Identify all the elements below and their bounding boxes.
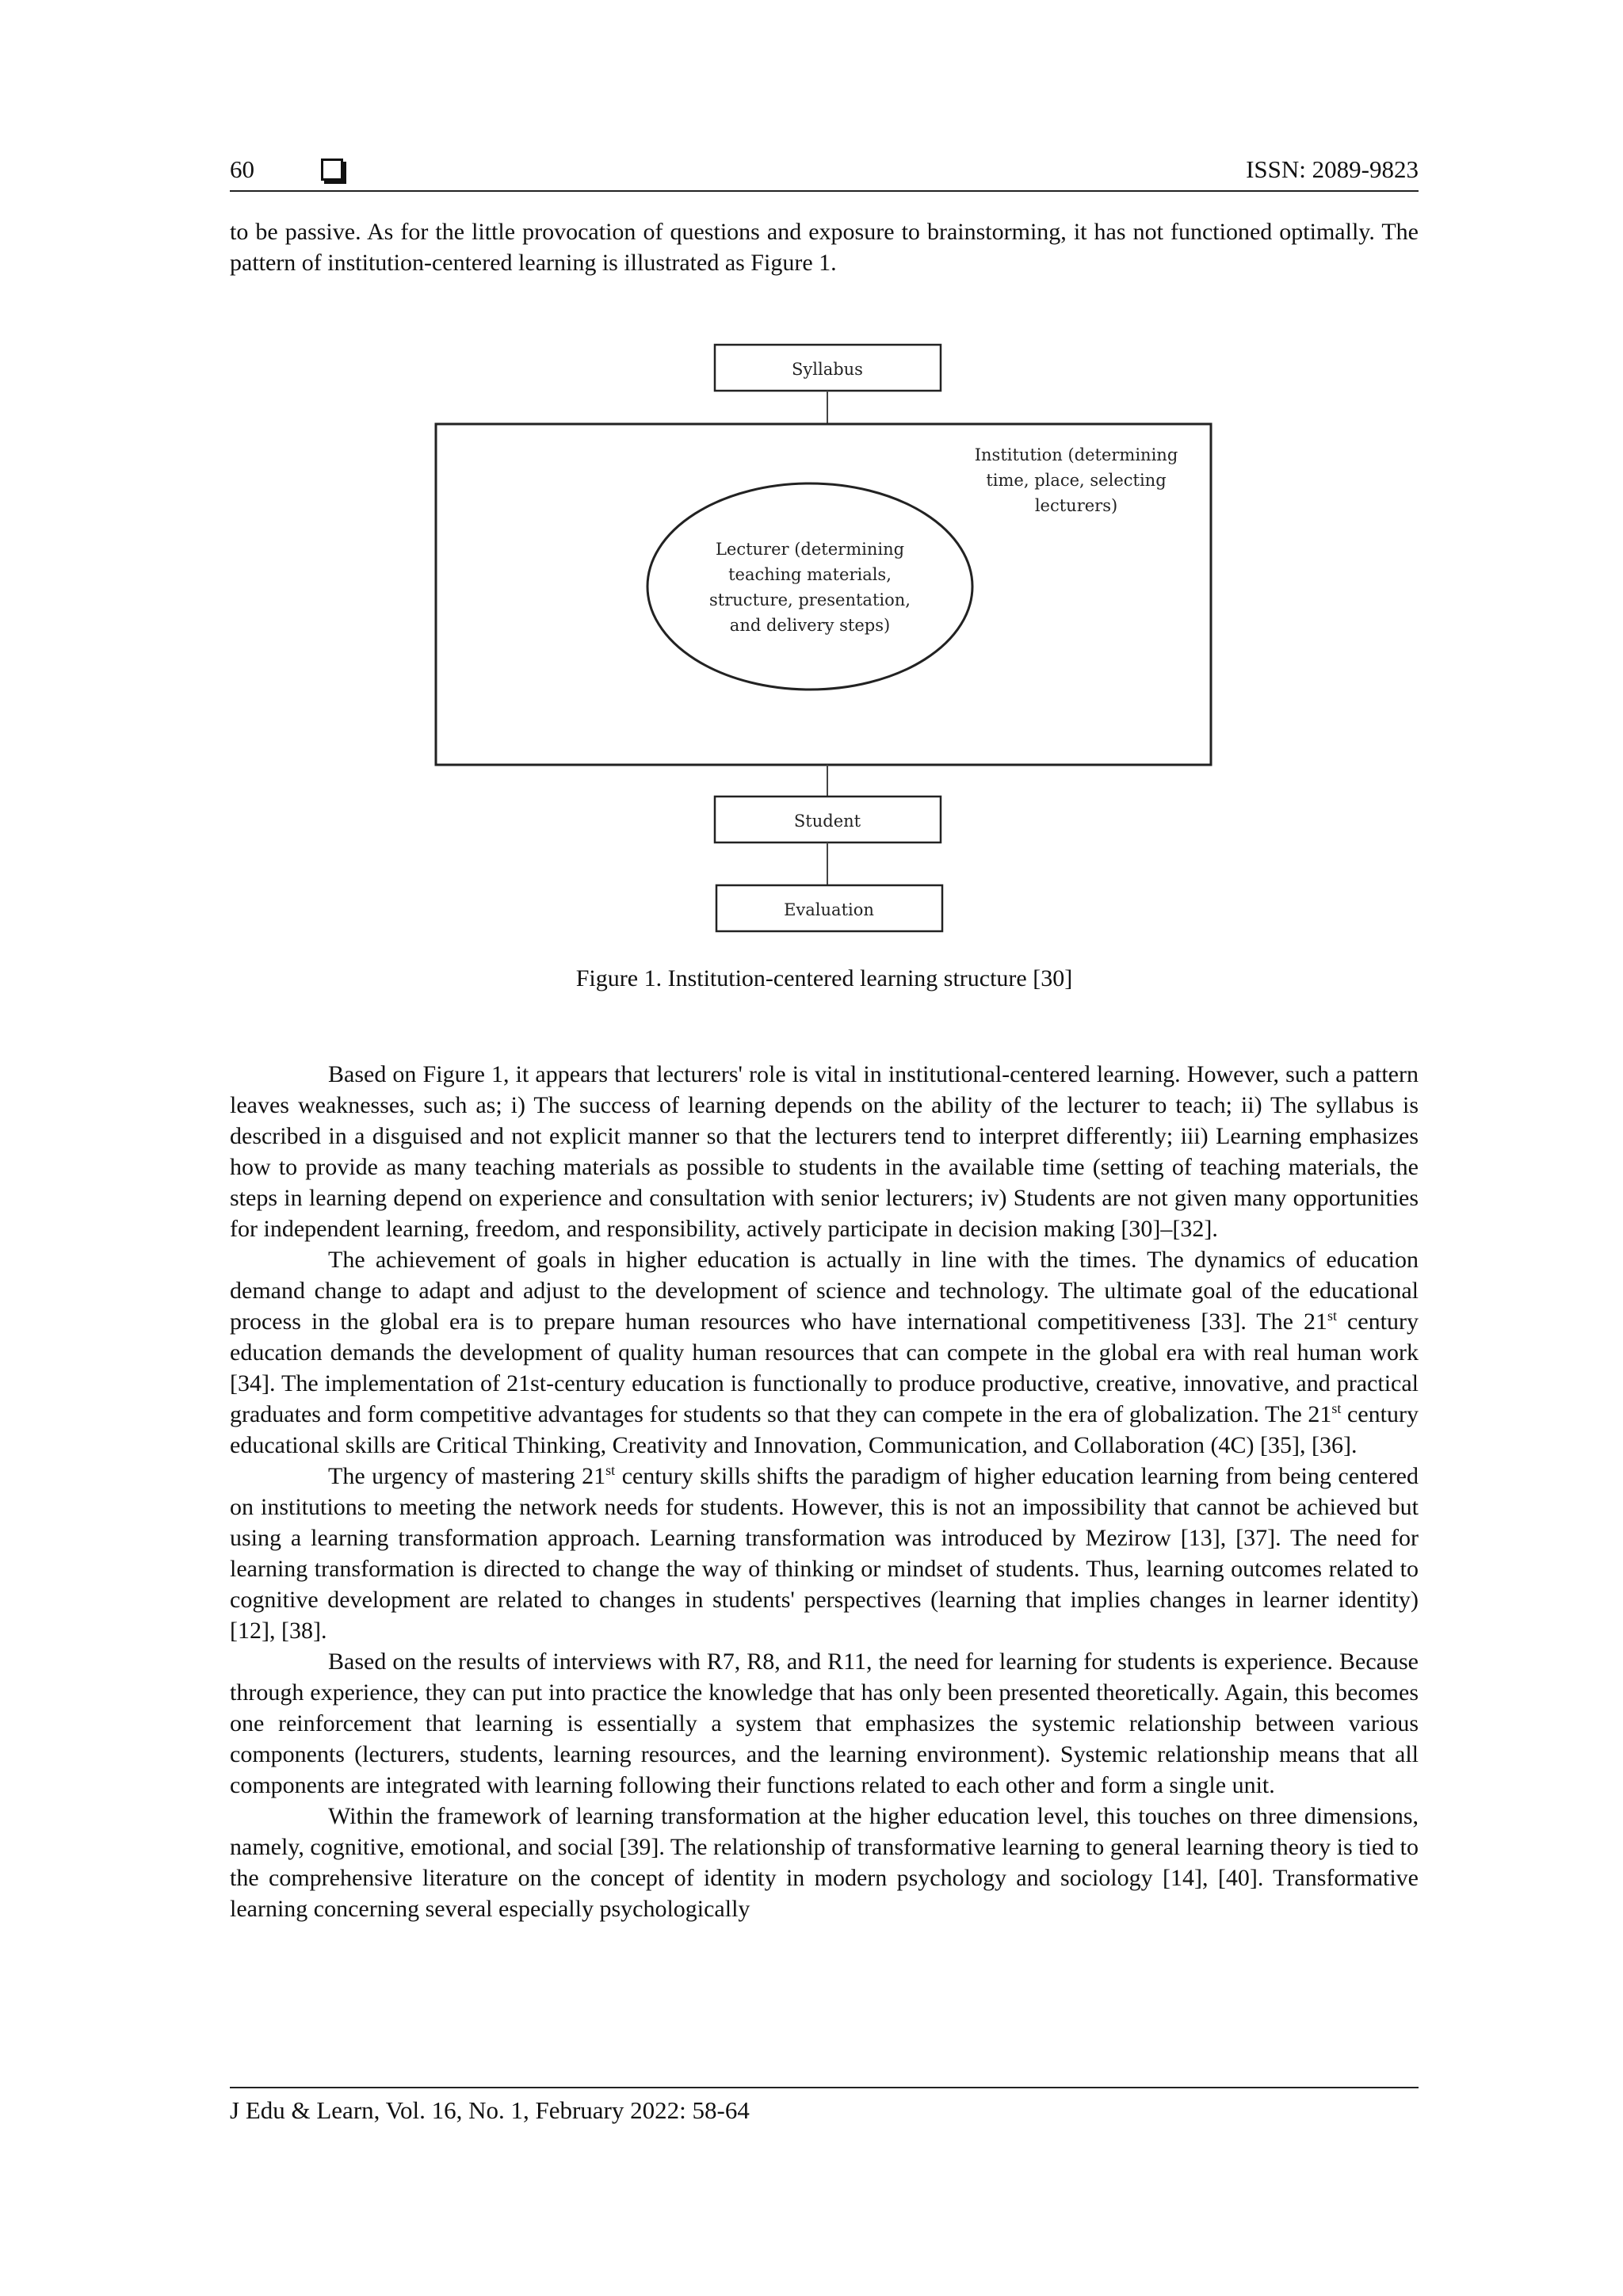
- lecturer-label-line-4: and delivery steps): [729, 616, 891, 635]
- body-text: [230, 1059, 1419, 1924]
- institution-label-line-1: Institution (determining: [974, 445, 1178, 464]
- figure-1: [428, 337, 1220, 939]
- page-number: 60: [230, 155, 254, 183]
- paragraph-2: The achievement of goals in higher education is actually in line with the times. The dynamics of education demand change to adapt and adjust to the development of science and technology. The ultimate goal of the educational process in the global era is to prepare human resources who have international competitiveness [33]. The 21st century education demands the development of quality human resources that can compete in the global era with real human work [34]. The implementation of 21st-century education is functionally to produce productive, creative, innovative, and practical graduates and form competitive advantages for students so that they can compete in the era of globalization. The 21st century educational skills are Critical Thinking, Creativity and Innovation, Communication, and Collaboration (4C) [35], [36].: [230, 1247, 1419, 1458]
- page-footer: J Edu & Learn, Vol. 16, No. 1, February 2022: 58-64: [230, 2087, 1419, 2125]
- lecturer-label-line-1: Lecturer (determining: [715, 540, 905, 559]
- paragraph-1: Based on Figure 1, it appears that lecturers' role is vital in institutional-centered learning. However, such a pattern leaves weaknesses, such as; i) The success of learning depends on the ability of the lecturer to teach; ii) The syllabus is described in a disguised and not explicit manner so that the lecturers tend to interpret differently; iii) Learning emphasizes how to provide as many teaching materials as possible to students in the available time (setting of teaching materials, the steps in learning depend on experience and consultation with senior lecturers; iv) Students are not given many opportunities for independent learning, freedom, and responsibility, actively participate in decision making [30]–[32].: [230, 1061, 1419, 1242]
- paragraph-4: Based on the results of interviews with R7, R8, and R11, the need for learning for students is experience. Because through experience, they can put into practice the knowledge that has only been presented theoretically. Again, this becomes one reinforcement that learning is essentially a system that emphasizes the systemic relationship between various components (lecturers, students, learning resources, and the learning environment). Systemic relationship means that all components are integrated with learning following their functions related to each other and form a single unit.: [230, 1648, 1419, 1798]
- lecturer-ellipse: [647, 483, 972, 690]
- institution-label-line-2: time, place, selecting: [986, 471, 1167, 490]
- syllabus-label: Syllabus: [792, 360, 863, 379]
- paragraph-3: The urgency of mastering 21st century skills shifts the paradigm of higher education learning from being centered on institutions to meeting the network needs for students. However, this is not an impossibility that cannot be achieved but using a learning transformation approach. Learning transformation was introduced by Mezirow [13], [37]. The need for learning transformation is directed to change the way of thinking or mindset of students. Thus, learning outcomes related to cognitive development are related to changes in students' perspectives (learning that implies changes in learner identity) [12], [38].: [230, 1462, 1419, 1644]
- checkbox-square-icon: [321, 159, 343, 181]
- institution-label-line-3: lecturers): [1034, 496, 1118, 515]
- issn-label: ISSN: 2089-9823: [1246, 155, 1419, 183]
- figure-1-diagram: [428, 337, 1220, 939]
- lecturer-label-line-3: structure, presentation,: [709, 590, 911, 609]
- intro-paragraph: to be passive. As for the little provocation of questions and exposure to brainstorming, it has not functioned optimally. The pattern of institution-centered learning is illustrated as Figure 1.: [230, 219, 1419, 276]
- paragraph-5: Within the framework of learning transformation at the higher education level, this touches on three dimensions, namely, cognitive, emotional, and social [39]. The relationship of transformative learning to general learning theory is tied to the comprehensive literature on the concept of identity in modern psychology and sociology [14], [40]. Transformative learning concerning several especially psychologically: [230, 1803, 1419, 1922]
- evaluation-label: Evaluation: [784, 900, 874, 919]
- figure-caption: Figure 1. Institution-centered learning structure [30]: [575, 965, 1073, 991]
- student-label: Student: [793, 812, 861, 831]
- page-header: [230, 152, 1419, 192]
- lecturer-label-line-2: teaching materials,: [728, 565, 892, 584]
